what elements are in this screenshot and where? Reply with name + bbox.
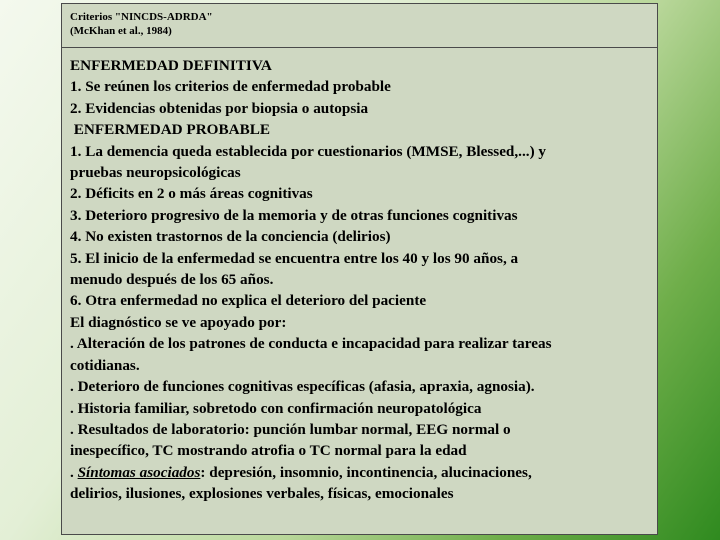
section-heading-probable: ENFERMEDAD PROBABLE [70, 121, 270, 139]
text-line: 2. Déficits en 2 o más áreas cognitivas [70, 185, 313, 203]
associated-symptoms-list: : depresión, insomnio, incontinencia, alucinaciones, [200, 463, 532, 481]
text-line: 3. Deterioro progresivo de la memoria y de otras funciones cognitivas [70, 206, 518, 224]
table-header [62, 4, 657, 48]
table-body [62, 48, 657, 505]
text-line: . Deterioro de funciones cognitivas específicas (afasia, apraxia, agnosia). [70, 378, 535, 396]
bullet-prefix: . [70, 463, 78, 481]
text-line: inespecífico, TC mostrando atrofia o TC normal para la edad [70, 442, 467, 460]
text-line: menudo después de los 65 años. [70, 271, 274, 289]
text-line: . Historia familiar, sobretodo con confirmación neuropatológica [70, 399, 482, 417]
associated-symptoms-term: Síntomas asociados [77, 463, 201, 481]
text-line: . Alteración de los patrones de conducta e incapacidad para realizar tareas [70, 335, 552, 353]
text-line-associated-symptoms [70, 462, 649, 483]
text-line: cotidianas. [70, 356, 140, 374]
text-line: delirios, ilusiones, explosiones verbales, físicas, emocionales [70, 485, 454, 503]
text-line: 1. Se reúnen los criterios de enfermedad probable [70, 78, 391, 96]
section-heading-definitive: ENFERMEDAD DEFINITIVA [70, 57, 272, 74]
header-title: Criterios "NINCDS-ADRDA" [70, 11, 213, 23]
text-line: 4. No existen trastornos de la conciencia (delirios) [70, 228, 391, 246]
text-line: . Resultados de laboratorio: punción lumbar normal, EEG normal o [70, 420, 511, 438]
text-line: 2. Evidencias obtenidas por biopsia o autopsia [70, 99, 369, 117]
text-line: pruebas neuropsicológicas [70, 164, 241, 182]
text-line: 1. La demencia queda establecida por cuestionarios (MMSE, Blessed,...) y [70, 142, 547, 160]
section-heading-support: El diagnóstico se ve apoyado por: [70, 313, 287, 331]
text-line: 5. El inicio de la enfermedad se encuentra entre los 40 y los 90 años, a [70, 249, 519, 267]
text-line: 6. Otra enfermedad no explica el deterioro del paciente [70, 292, 427, 310]
header-citation: (McKhan et al., 1984) [70, 25, 172, 37]
criteria-table [61, 3, 658, 535]
